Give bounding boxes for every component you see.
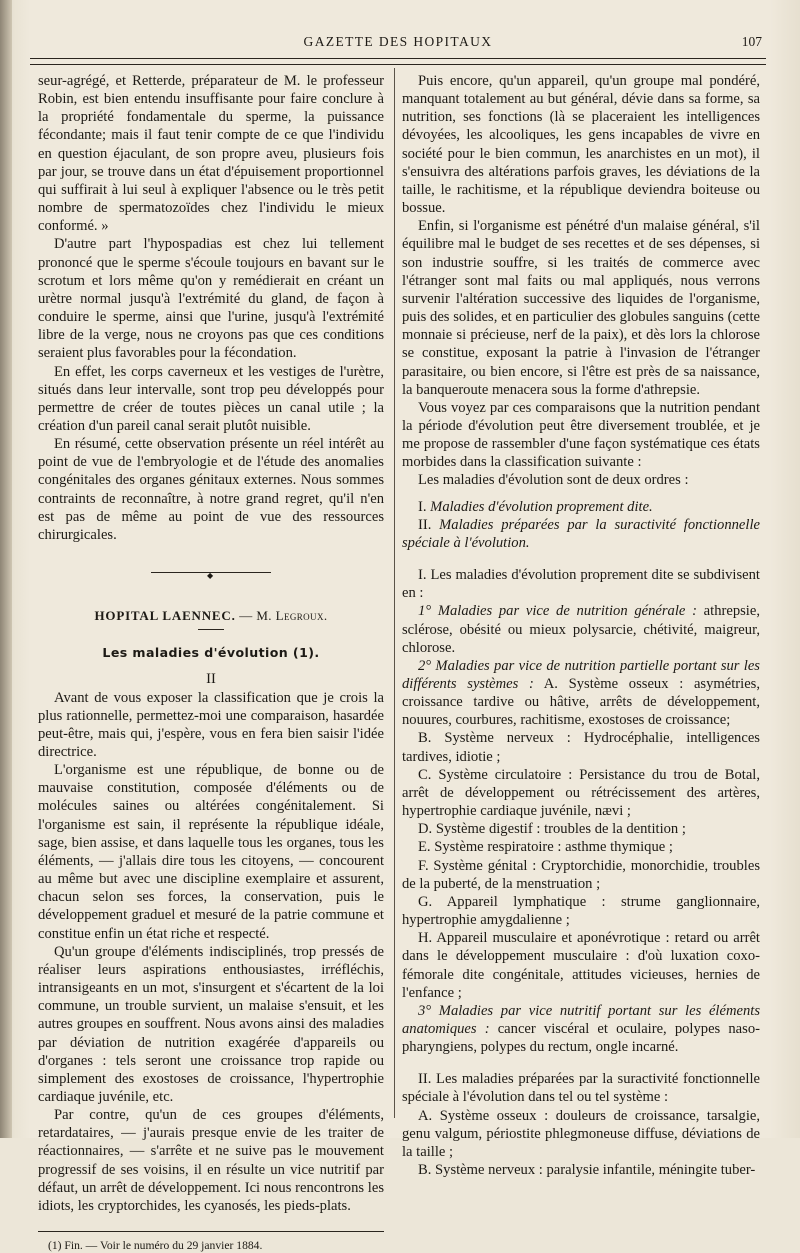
list-label: 1° Maladies par vice de nutrition générale : (418, 603, 697, 620)
footnote: (1) Fin. — Voir le numéro du 29 janvier 1884. (48, 1239, 263, 1253)
order-number: I. (418, 498, 427, 515)
page-number: 107 (741, 34, 762, 49)
list-item: A. Système osseux : douleurs de croissance, tarsalgie, genu valgum, périostite phlegmoneuse diffuse, déviations de la taille ; (402, 1107, 760, 1160)
page-binding-edge (0, 0, 12, 1138)
lecture-title: Les maladies d'évolution (1). (102, 645, 320, 661)
list-label: 3° Maladies par vice nutritif portant sur les éléments anatomiques : (402, 1002, 760, 1037)
paragraph: I. Les maladies d'évolution proprement dite se subdivisent en : (402, 567, 760, 602)
paragraph: seur-agrégé, et Retterde, préparateur de M. le professeur Robin, est bien entendu insuffisante pour faire conclure à la propriété fondamentale du sperme, la puissance fécondante; mais il faut tenir compte de ce que l'individu en question éjaculant, de son propre aveu, plusieurs fois par jour, se trouve dans un état d'épuisement proportionnel qui suffirait à lui seul à expliquer l'absence ou le très petit nombre de spermatozoïdes chez l'individu le mieux conformé. » (38, 73, 384, 235)
paragraph: Enfin, si l'organisme est pénétré d'un malaise général, s'il équilibre mal le budget de ses recettes et de ses dépenses, si son industrie souffre, si les traités de commerce avec l'étranger sont mal faits ou mal appliqués, nous verrons survenir l'altération successive des liquides de l'organisme, puis des solides, et en particulier des globules sanguins (cette monnaie si précieuse, nerf de la paix), et dès lors la chlorose se constitue, exposant la patrie à l'invasion de l'étranger parasitaire, ou bien encore, si l'être est près de sa naissance, la banqueroute menacera sous la forme d'athrepsie. (402, 218, 760, 398)
list-item: C. Système circulatoire : Persistance du trou de Botal, arrêt de développement ou rétrécissement des artères, hypertrophie cardiaque juvénile, nævi ; (402, 766, 760, 820)
journal-title: GAZETTE DES HOPITAUX (303, 34, 493, 49)
paragraph: Les maladies d'évolution sont de deux ordres : (418, 472, 689, 489)
list-item: D. Système digestif : troubles de la dentition ; (418, 821, 686, 838)
running-header (30, 34, 766, 56)
order-text: Maladies préparées par la suractivité fonctionnelle spéciale à l'évolution. (402, 516, 760, 551)
paragraph: D'autre part l'hypospadias est chez lui tellement prononcé que le sperme s'écoule toujours en bavant sur le scrotum et lors même qu'on y remédierait en créant un urètre normal jusqu'à l'extrémité du gland, de façon à conduire le sperme, ainsi que l'urine, jusqu'à l'extrémité libre de la verge, nous ne croyons pas que ces conditions seraient plus favorables pour la fécondation. (38, 236, 384, 362)
order-text: Maladies d'évolution proprement dite. (430, 498, 653, 515)
paragraph: En résumé, cette observation présente un réel intérêt au point de vue de l'embryologie et de l'étude des anomalies congénitales des organes génitaux externes. Nous sommes contraints de reconnaître, à notre grand regret, qu'il n'en est pas de même au point de vue des ressources chirurgicales. (38, 436, 384, 543)
hospital-name: HOPITAL LAENNEC. (94, 608, 236, 624)
section-number: II (206, 671, 216, 688)
list-item (402, 602, 760, 656)
order-item (402, 498, 760, 516)
paragraph: L'organisme est une république, de bonne ou de mauvaise constitution, composée d'éléments ou de molécules saines ou altérées congénitalement. Si l'organisme est sain, il représente la république idéale, sage, bien assise, et dans laquelle tous les organes, tous les éléments, — j'allais dire tous les citoyens, — concourent au même but avec une discipline exemplaire et assurent, chacun selon ses forces, la conservation, puis le développement graduel et mesuré de la patrie commune et constitue enfin un état riche et respecté. (38, 762, 384, 942)
paragraph: Vous voyez par ces comparaisons que la nutrition pendant la période d'évolution peut être diversement troublée, et je me propose de rassembler d'une façon systématique ces états morbides dans la classification suivante : (402, 399, 760, 471)
hospital-doctor: — M. Legroux. (239, 608, 328, 624)
order-item (402, 516, 760, 552)
paragraph: Par contre, qu'un de ces groupes d'éléments, retardataires, — j'aurais presque envie de les traiter de réactionnaires, — s'arrête et ne suive pas le mouvement progressif de ses voisins, il en résulte un vice nutritif par défaut, un arrêt de développement. Ici nous rencontrons les idiots, les cryptorchides, les cyanosés, les pieds-plats. (38, 1107, 384, 1214)
list-text: cancer viscéral et oculaire, polypes naso-pharyngiens, polypes du rectum, ongle incarné. (402, 1020, 760, 1056)
header-double-rule (30, 58, 766, 65)
paragraph: Avant de vous exposer la classification que je crois la plus rationnelle, permettez-moi une comparaison, hasardée peut-être, mais qui, j'espère, vous en fera bien saisir l'idée directrice. (38, 689, 384, 760)
section-separator: ◆ (151, 572, 271, 573)
paragraph: Qu'un groupe d'éléments indisciplinés, trop pressés de réaliser leurs aspirations enthousiastes, irréfléchis, intransigeants en un mot, s'insurgent et s'écartent de la loi commune, un trouble survient, un malaise s'ensuit, et les autres groupes en souffrent. Nous avons ainsi des maladies par déviation de nutrition exagérée d'appareils ou d'organes : tels seront une croissance trop rapide ou simplement des exostoses de croissance, l'hypertrophie cardiaque juvénile, etc. (38, 943, 384, 1105)
list-item (402, 1002, 760, 1056)
list-text: athrepsie, sclérose, obésité ou mieux polysarcie, chétivité, maigreur, chlorose. (402, 603, 760, 656)
left-column (38, 72, 384, 1253)
paragraph: En effet, les corps caverneux et les vestiges de l'urètre, situés dans leur intervalle, sont trop peu développés pour permettre de créer de toutes pièces un canal utile ; la création d'un pareil canal serait plutôt nuisible. (38, 363, 384, 434)
right-column (402, 72, 760, 1179)
list-item: G. Appareil lymphatique : strume ganglionnaire, hypertrophie amygdalienne ; (402, 893, 760, 929)
order-number: II. (418, 516, 432, 533)
list-label: 2° Maladies par vice de nutrition partielle portant sur les différents systèmes : (402, 657, 760, 692)
paragraph: Puis encore, qu'un appareil, qu'un groupe mal pondéré, manquant totalement au but général, dévie dans sa forme, sa nutrition, ses fonctions (là se placeraient les intelligences dévoyées, les alcooliques, les gens incapables de vivre en société pour le bien commun, les anarchistes en un mot), il s'ensuivra des altérations parfois graves, les déviations de la taille, le rachitisme, et la république deviendra boiteuse ou bossue. (402, 73, 760, 217)
list-item: B. Système nerveux : paralysie infantile, méningite tuber- (418, 1162, 756, 1179)
list-item: E. Système respiratoire : asthme thymique ; (418, 839, 673, 856)
column-divider (394, 68, 395, 1118)
list-item: H. Appareil musculaire et aponévrotique : retard ou arrêt dans le développement musculaire : d'où luxation coxo-fémorale dite congénitale, attitudes vicieuses, hernies de l'enfance ; (402, 930, 760, 1001)
paragraph: II. Les maladies préparées par la suractivité fonctionnelle spéciale à l'évolution dans tel ou tel système : (402, 1071, 760, 1106)
list-item: B. Système nerveux : Hydrocéphalie, intelligences tardives, idiotie ; (402, 730, 760, 765)
list-text: A. Système osseux : asymétries, croissance tardive ou hâtive, arrêts de développement, nouures, courbures, rachitisme, exostoses de croissance; (402, 676, 760, 729)
list-item: F. Système génital : Cryptorchidie, monorchidie, troubles de la puberté, de la menstruation ; (402, 857, 760, 892)
hospital-heading (38, 607, 384, 625)
list-item (402, 657, 760, 730)
